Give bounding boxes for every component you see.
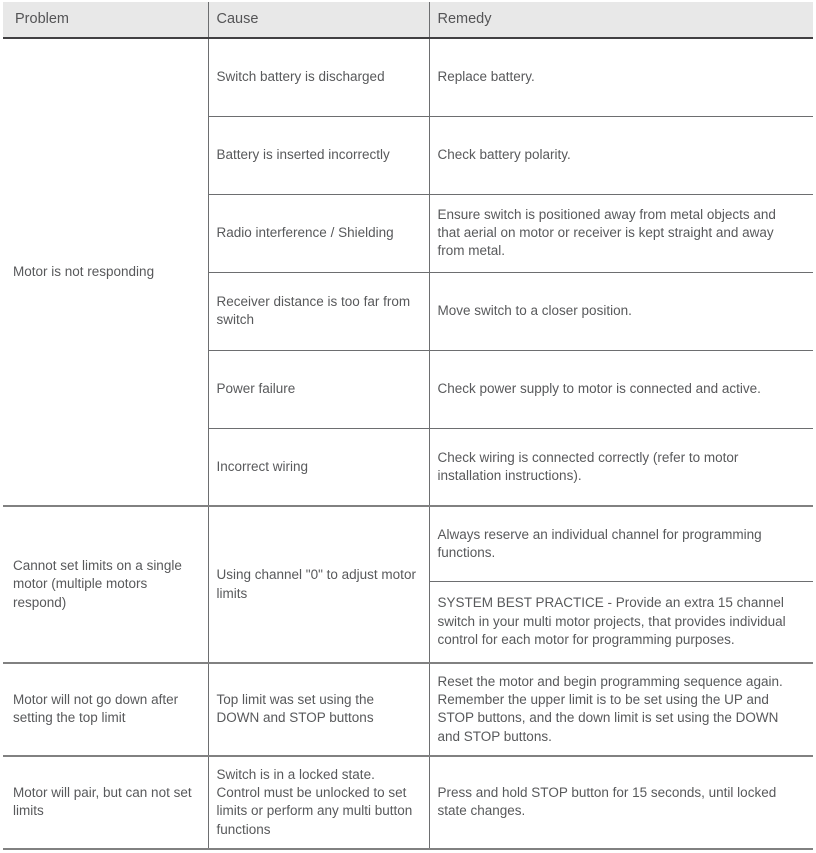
table-row (3, 756, 813, 849)
remedy-cell: Check battery polarity. (429, 116, 813, 194)
table-row (3, 38, 813, 116)
cause-cell: Receiver distance is too far from switch (208, 272, 429, 350)
remedy-cell: Move switch to a closer position. (429, 272, 813, 350)
table-row (3, 663, 813, 756)
troubleshooting-table (3, 2, 813, 850)
remedy-cell: SYSTEM BEST PRACTICE - Provide an extra 15 channel switch in your multi motor projects, that provides individual control for each motor for programming purposes. (429, 581, 813, 663)
problem-cell: Cannot set limits on a single motor (multiple motors respond) (3, 506, 208, 663)
remedy-cell: Check wiring is connected correctly (refer to motor installation instructions). (429, 428, 813, 506)
cause-cell: Power failure (208, 350, 429, 428)
cause-cell: Using channel "0" to adjust motor limits (208, 506, 429, 663)
remedy-cell: Ensure switch is positioned away from metal objects and that aerial on motor or receiver is kept straight and away from metal. (429, 194, 813, 272)
remedy-cell: Reset the motor and begin programming sequence again. Remember the upper limit is to be set using the UP and STOP buttons, and the down limit is set using the DOWN and STOP buttons. (429, 663, 813, 756)
remedy-cell: Press and hold STOP button for 15 seconds, until locked state changes. (429, 756, 813, 849)
cause-cell: Radio interference / Shielding (208, 194, 429, 272)
remedy-cell: Replace battery. (429, 38, 813, 116)
problem-cell: Motor will not go down after setting the top limit (3, 663, 208, 756)
problem-cell: Motor will pair, but can not set limits (3, 756, 208, 849)
cause-cell: Incorrect wiring (208, 428, 429, 506)
header-row (3, 2, 813, 38)
cause-cell: Battery is inserted incorrectly (208, 116, 429, 194)
remedy-cell: Check power supply to motor is connected and active. (429, 350, 813, 428)
cause-cell: Switch battery is discharged (208, 38, 429, 116)
problem-cell: Motor is not responding (13, 263, 155, 279)
table-row (3, 506, 813, 581)
column-header-remedy: Remedy (429, 2, 813, 38)
remedy-cell: Always reserve an individual channel for programming functions. (429, 506, 813, 581)
cause-cell: Switch is in a locked state. Control must be unlocked to set limits or perform any multi button functions (208, 756, 429, 849)
cause-cell: Top limit was set using the DOWN and STOP buttons (208, 663, 429, 756)
column-header-problem: Problem (3, 2, 208, 38)
column-header-cause: Cause (208, 2, 429, 38)
